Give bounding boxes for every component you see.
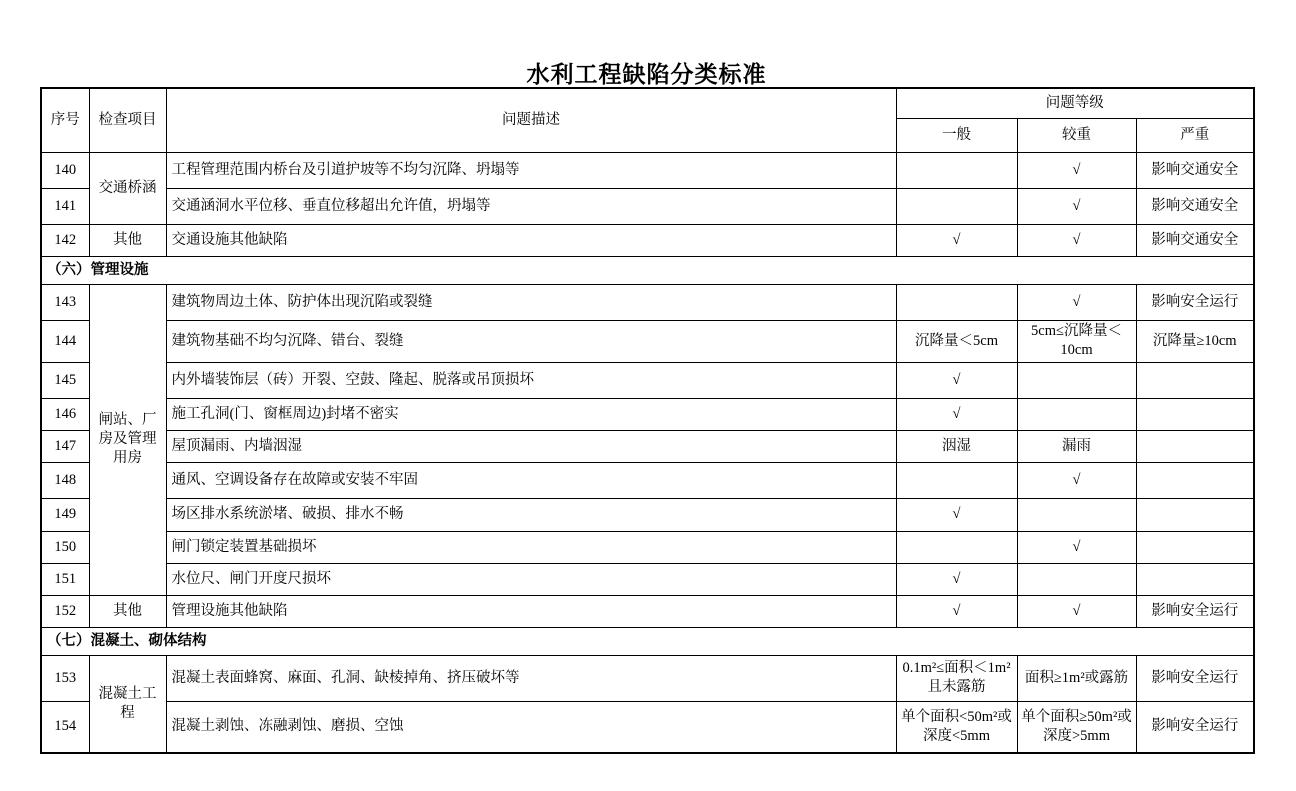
- column-header-severe: 严重: [1136, 118, 1254, 152]
- grade-serious-cell: [1017, 498, 1136, 531]
- problem-description-cell: 混凝土表面蜂窝、麻面、孔洞、缺棱掉角、挤压破坏等: [166, 655, 896, 701]
- grade-severe-cell: 影响交通安全: [1136, 152, 1254, 188]
- grade-general-cell: [896, 188, 1017, 224]
- problem-description-cell: 交通设施其他缺陷: [166, 224, 896, 256]
- grade-severe-cell: [1136, 398, 1254, 430]
- table-row: [41, 362, 1254, 398]
- table-row: [41, 152, 1254, 188]
- grade-serious-cell: 5cm≤沉降量＜10cm: [1017, 320, 1136, 362]
- grade-serious-cell: √: [1017, 595, 1136, 627]
- table-row: [41, 320, 1254, 362]
- inspection-item-cell: 混凝土工程: [89, 655, 166, 753]
- table-row: [41, 430, 1254, 462]
- table-row: [41, 284, 1254, 320]
- grade-general-cell: √: [896, 563, 1017, 595]
- table-head-rows: [41, 88, 1254, 152]
- problem-description-cell: 屋顶漏雨、内墙洇湿: [166, 430, 896, 462]
- grade-general-cell: 沉降量＜5cm: [896, 320, 1017, 362]
- problem-description-cell: 建筑物周边土体、防护体出现沉陷或裂缝: [166, 284, 896, 320]
- grade-serious-cell: √: [1017, 284, 1136, 320]
- grade-serious-cell: 漏雨: [1017, 430, 1136, 462]
- inspection-item-cell: 其他: [89, 224, 166, 256]
- problem-description-cell: 工程管理范围内桥台及引道护坡等不均匀沉降、坍塌等: [166, 152, 896, 188]
- problem-description-cell: 通风、空调设备存在故障或安装不牢固: [166, 462, 896, 498]
- row-number-cell: 140: [41, 152, 89, 188]
- grade-general-cell: [896, 531, 1017, 563]
- table-row: [41, 595, 1254, 627]
- column-header-desc: 问题描述: [166, 88, 896, 152]
- row-number-cell: 142: [41, 224, 89, 256]
- problem-description-cell: 管理设施其他缺陷: [166, 595, 896, 627]
- row-number-cell: 154: [41, 701, 89, 753]
- row-number-cell: 141: [41, 188, 89, 224]
- row-number-cell: 144: [41, 320, 89, 362]
- grade-serious-cell: √: [1017, 462, 1136, 498]
- inspection-item-cell: 其他: [89, 595, 166, 627]
- grade-serious-cell: √: [1017, 188, 1136, 224]
- section-row: [41, 256, 1254, 284]
- grade-severe-cell: 影响交通安全: [1136, 188, 1254, 224]
- grade-general-cell: √: [896, 398, 1017, 430]
- grade-severe-cell: [1136, 531, 1254, 563]
- problem-description-cell: 场区排水系统淤堵、破损、排水不畅: [166, 498, 896, 531]
- section-header: （六）管理设施: [41, 256, 1254, 284]
- table-row: [41, 531, 1254, 563]
- table-row: [41, 398, 1254, 430]
- row-number-cell: 151: [41, 563, 89, 595]
- row-number-cell: 150: [41, 531, 89, 563]
- grade-severe-cell: 影响安全运行: [1136, 595, 1254, 627]
- grade-severe-cell: [1136, 430, 1254, 462]
- problem-description-cell: 施工孔洞(门、窗框周边)封堵不密实: [166, 398, 896, 430]
- grade-general-cell: √: [896, 362, 1017, 398]
- problem-description-cell: 水位尺、闸门开度尺损坏: [166, 563, 896, 595]
- table-row: [41, 498, 1254, 531]
- grade-severe-cell: [1136, 563, 1254, 595]
- problem-description-cell: 交通涵洞水平位移、垂直位移超出允许值，坍塌等: [166, 188, 896, 224]
- section-header: （七）混凝土、砌体结构: [41, 627, 1254, 655]
- inspection-item-cell: 闸站、厂房及管理用房: [89, 284, 166, 595]
- grade-severe-cell: 影响安全运行: [1136, 284, 1254, 320]
- problem-description-cell: 闸门锁定装置基础损坏: [166, 531, 896, 563]
- grade-general-cell: √: [896, 224, 1017, 256]
- grade-general-cell: √: [896, 498, 1017, 531]
- grade-general-cell: [896, 462, 1017, 498]
- defect-classification-table: [40, 87, 1255, 754]
- table-row: [41, 563, 1254, 595]
- table-row: [41, 655, 1254, 701]
- grade-serious-cell: [1017, 563, 1136, 595]
- problem-description-cell: 混凝土剥蚀、冻融剥蚀、磨损、空蚀: [166, 701, 896, 753]
- grade-general-cell: 单个面积<50m²或深度<5mm: [896, 701, 1017, 753]
- grade-serious-cell: √: [1017, 224, 1136, 256]
- grade-severe-cell: 沉降量≥10cm: [1136, 320, 1254, 362]
- grade-general-cell: [896, 284, 1017, 320]
- grade-serious-cell: 单个面积≥50m²或深度>5mm: [1017, 701, 1136, 753]
- column-header-seq: 序号: [41, 88, 89, 152]
- row-number-cell: 143: [41, 284, 89, 320]
- table-row: [41, 224, 1254, 256]
- table-row: [41, 462, 1254, 498]
- grade-severe-cell: [1136, 462, 1254, 498]
- row-number-cell: 149: [41, 498, 89, 531]
- row-number-cell: 152: [41, 595, 89, 627]
- section-row: [41, 627, 1254, 655]
- grade-serious-cell: √: [1017, 531, 1136, 563]
- grade-severe-cell: 影响安全运行: [1136, 701, 1254, 753]
- column-header-serious: 较重: [1017, 118, 1136, 152]
- inspection-item-cell: 交通桥涵: [89, 152, 166, 224]
- header-row-1: [41, 88, 1254, 118]
- grade-serious-cell: 面积≥1m²或露筋: [1017, 655, 1136, 701]
- row-number-cell: 148: [41, 462, 89, 498]
- grade-severe-cell: [1136, 362, 1254, 398]
- grade-general-cell: [896, 152, 1017, 188]
- problem-description-cell: 建筑物基础不均匀沉降、错台、裂缝: [166, 320, 896, 362]
- row-number-cell: 145: [41, 362, 89, 398]
- column-header-item: 检查项目: [89, 88, 166, 152]
- row-number-cell: 153: [41, 655, 89, 701]
- grade-serious-cell: [1017, 398, 1136, 430]
- table-row: [41, 188, 1254, 224]
- grade-general-cell: 0.1m²≤面积＜1m²且未露筋: [896, 655, 1017, 701]
- table-row: [41, 701, 1254, 753]
- column-header-general: 一般: [896, 118, 1017, 152]
- row-number-cell: 146: [41, 398, 89, 430]
- grade-severe-cell: 影响交通安全: [1136, 224, 1254, 256]
- problem-description-cell: 内外墙装饰层（砖）开裂、空鼓、隆起、脱落或吊顶损坏: [166, 362, 896, 398]
- grade-general-cell: √: [896, 595, 1017, 627]
- grade-severe-cell: 影响安全运行: [1136, 655, 1254, 701]
- grade-general-cell: 洇湿: [896, 430, 1017, 462]
- row-number-cell: 147: [41, 430, 89, 462]
- grade-serious-cell: √: [1017, 152, 1136, 188]
- table-body: [41, 152, 1254, 753]
- grade-serious-cell: [1017, 362, 1136, 398]
- grade-severe-cell: [1136, 498, 1254, 531]
- page-title: 水利工程缺陷分类标准: [526, 61, 767, 87]
- column-header-grade-group: 问题等级: [896, 88, 1254, 118]
